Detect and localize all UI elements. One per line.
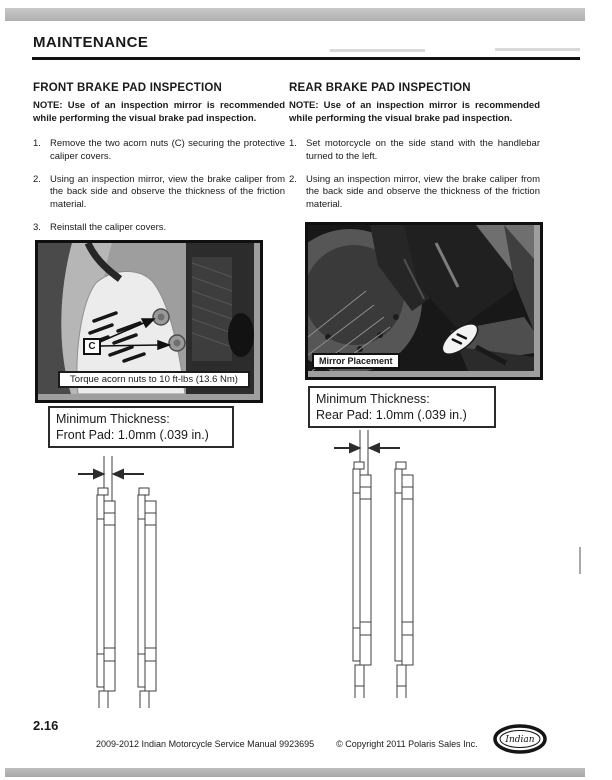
footer-copyright-text: © Copyright 2011 Polaris Sales Inc. [336,739,478,749]
scan-smudge [330,49,425,52]
rear-caliper-photo [305,222,543,380]
step-number: 2. [33,173,41,185]
front-brake-section [33,82,285,762]
page-number: 2.16 [33,718,59,733]
torque-caption: Torque acorn nuts to 10 ft-lbs (13.6 Nm) [58,371,250,388]
list-item [33,138,285,163]
front-pad-diagram [70,450,240,708]
min-thickness-line2: Rear Pad: 1.0mm (.039 in.) [316,408,467,422]
scan-smudge [495,48,580,51]
measure-arrows-icon [334,444,400,452]
step-number: 1. [33,138,41,150]
rear-note: NOTE: Use of an inspection mirror is recommended while performing the visual brake pad inspection. [289,100,540,124]
brake-pad-right [395,462,413,698]
list-item [33,174,285,212]
min-thickness-line1: Minimum Thickness: [56,412,170,426]
rear-pad-diagram [325,430,495,698]
front-steps-list [33,138,285,234]
rear-brake-section [289,82,540,762]
mirror-placement-label: Mirror Placement [312,353,400,369]
brake-pad-left [353,462,371,698]
front-note: NOTE: Use of an inspection mirror is recommended while performing the visual brake pad inspection. [33,100,285,124]
front-caliper-photo [35,240,263,403]
min-thickness-line1: Minimum Thickness: [316,392,430,406]
brake-pad-left [97,488,115,708]
step-text: Set motorcycle on the side stand with the handlebar turned to the left. [306,138,540,162]
acorn-nut-upper [153,309,169,325]
rear-min-thickness-box [308,386,496,428]
scan-edge-bottom [5,768,585,777]
scan-mark [579,547,581,574]
rear-caliper-photo-art [308,225,534,371]
callout-c-label: C [83,338,101,355]
step-number: 3. [33,221,41,233]
footer-manual-text: 2009-2012 Indian Motorcycle Service Manual 9923695 [96,739,315,749]
indian-logo [492,722,548,756]
logo-text: Indian [505,735,535,745]
step-text: Using an inspection mirror, view the brake caliper from the back side and observe the thickness of the friction material. [306,173,540,210]
acorn-nut-lower [169,335,185,351]
rear-steps-list [289,138,540,212]
step-text: Remove the two acorn nuts (C) securing the protective caliper covers. [50,138,285,162]
footer-line [96,739,478,749]
min-thickness-line2: Front Pad: 1.0mm (.039 in.) [56,428,209,442]
list-item [289,174,540,212]
header-rule [32,57,580,60]
step-number: 2. [289,173,297,185]
page-title: MAINTENANCE [33,34,149,51]
frame-blob [228,313,254,357]
brake-pad-right [138,488,156,708]
scan-edge-top [5,8,585,21]
front-section-title: FRONT BRAKE PAD INSPECTION [33,82,222,94]
list-item [33,222,285,235]
step-number: 1. [289,138,297,150]
list-item [289,138,540,163]
step-text: Reinstall the caliper covers. [50,221,167,233]
front-min-thickness-box [48,406,234,448]
rear-section-title: REAR BRAKE PAD INSPECTION [289,82,471,94]
step-text: Using an inspection mirror, view the brake caliper from the back side and observe the thickness of the friction material. [50,173,285,210]
measure-arrows-icon [78,470,144,478]
